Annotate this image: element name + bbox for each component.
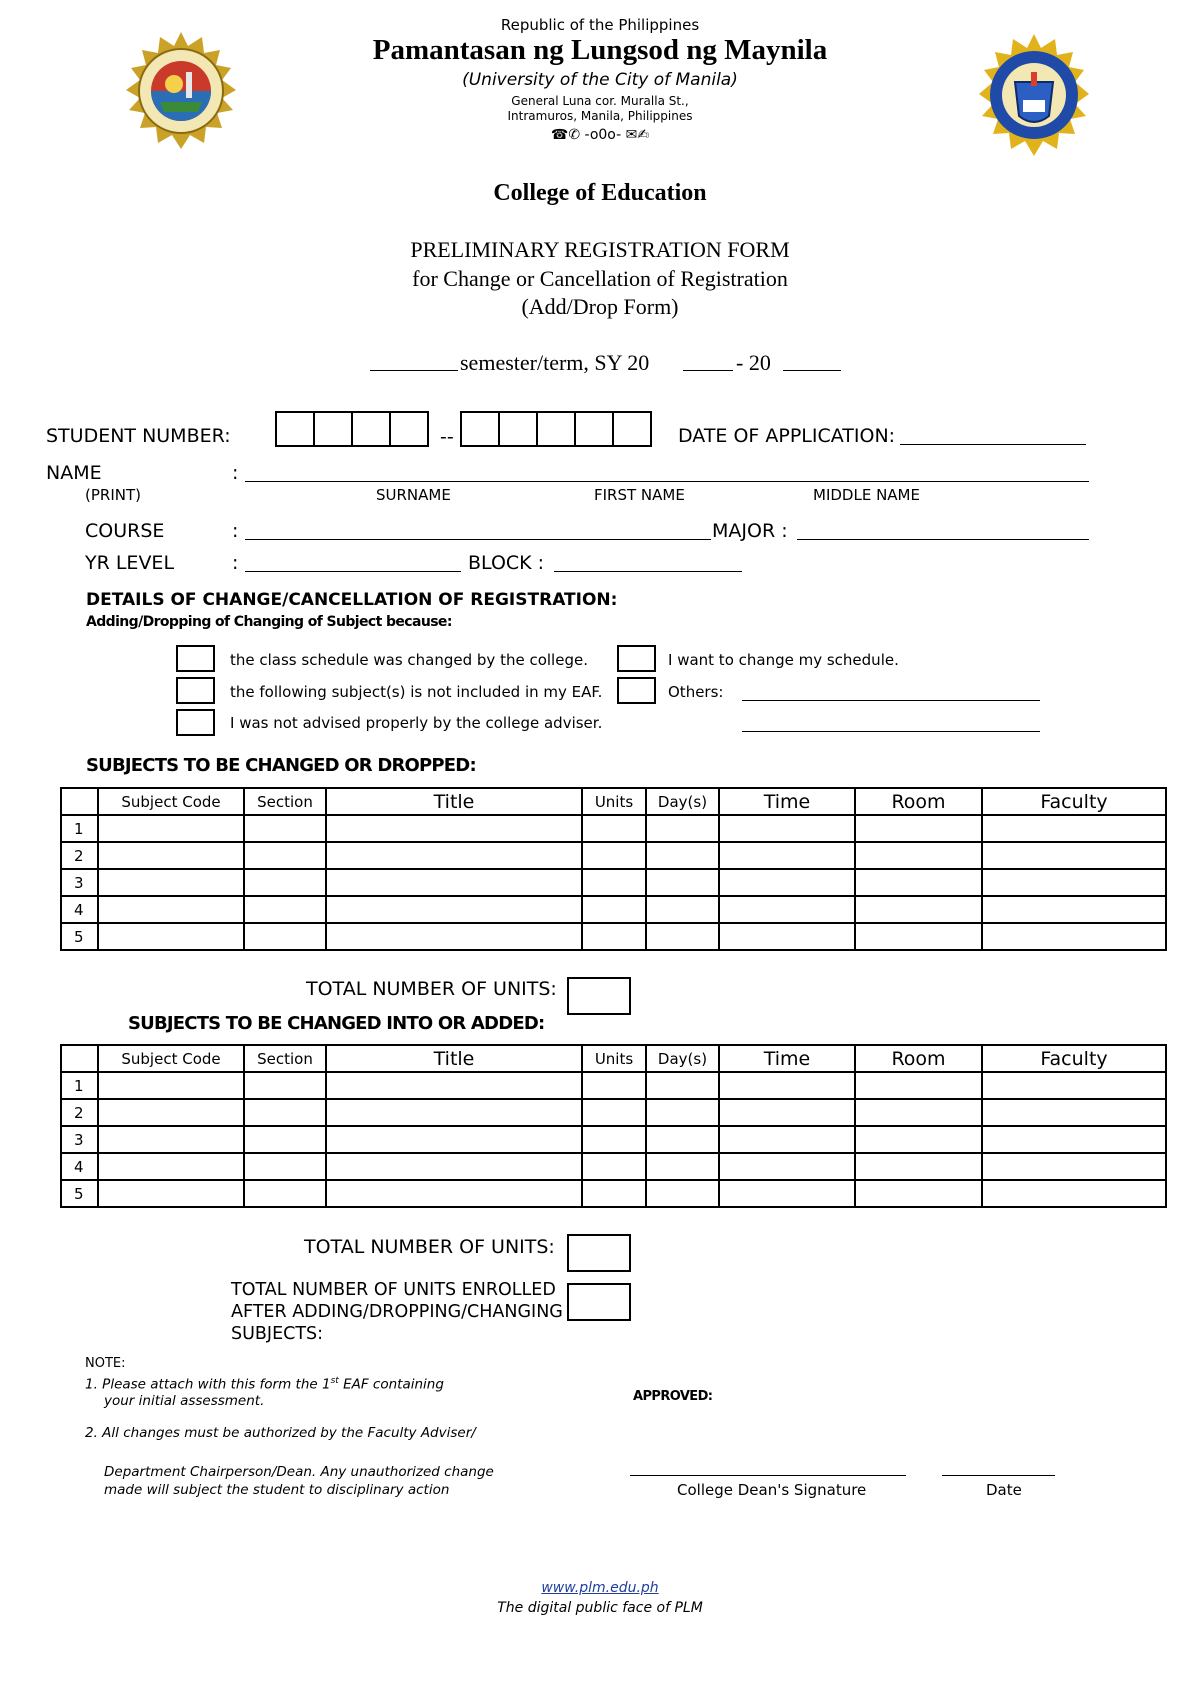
row-number-header [61,1045,98,1072]
table-cell[interactable] [98,1180,244,1207]
table-cell[interactable] [326,815,582,842]
table-cell[interactable] [646,1180,719,1207]
reason-schedule-changed-checkbox[interactable] [176,645,215,672]
table-cell[interactable] [982,923,1166,950]
reason-others-checkbox[interactable] [617,677,656,704]
table-cell[interactable] [98,869,244,896]
table-cell[interactable] [982,1126,1166,1153]
college-name: College of Education [493,180,707,206]
table-cell[interactable] [326,1180,582,1207]
table-row [61,1180,1166,1207]
row-number: 4 [61,1153,98,1180]
table-row [61,869,1166,896]
sy-dash-label: - 20 [736,350,771,375]
table-cell[interactable] [719,896,855,923]
table-cell[interactable] [719,1099,855,1126]
added-subjects-table [60,1044,1167,1208]
table-row [61,1126,1166,1153]
republic-text: Republic of the Philippines [500,16,700,34]
reason-not-advised-checkbox[interactable] [176,709,215,736]
dean-signature-label: College Dean's Signature [677,1481,867,1499]
table-cell[interactable] [582,1072,646,1099]
table-cell[interactable] [582,1099,646,1126]
table-cell[interactable] [98,842,244,869]
name-label: NAME [46,462,102,484]
table-row [61,1072,1166,1099]
table-cell[interactable] [855,923,982,950]
note-1-text-b: EAF containing [338,1376,444,1393]
table-cell[interactable] [326,869,582,896]
course-label: COURSE [85,520,165,542]
table-cell[interactable] [582,1180,646,1207]
table-row [61,815,1166,842]
section-header: Section [244,788,326,815]
table-cell[interactable] [244,869,326,896]
table-cell[interactable] [719,1126,855,1153]
reason-not-in-eaf-label: the following subject(s) is not included in my EAF. [230,683,603,701]
table-cell[interactable] [646,1126,719,1153]
table-cell[interactable] [855,1126,982,1153]
date-of-application-field[interactable] [900,444,1086,445]
reason-schedule-changed-label: the class schedule was changed by the college. [230,651,588,669]
row-number: 5 [61,1180,98,1207]
table-cell[interactable] [582,1153,646,1180]
table-cell[interactable] [719,842,855,869]
table-cell[interactable] [582,869,646,896]
block-field[interactable] [554,571,742,572]
added-total-units-label: TOTAL NUMBER OF UNITS: [304,1236,555,1258]
table-cell[interactable] [326,923,582,950]
name-field[interactable] [245,481,1089,482]
dropped-total-units-field[interactable] [567,977,631,1015]
subject-code-header: Subject Code [98,1045,244,1072]
note-1-line-1 [85,1376,444,1393]
student-number-boxes-part2[interactable] [460,411,652,447]
note-2-line-3: made will subject the student to disciplinary action [104,1482,450,1498]
table-cell[interactable] [244,815,326,842]
table-cell[interactable] [719,1180,855,1207]
table-cell[interactable] [646,1153,719,1180]
date-of-application-label: DATE OF APPLICATION: [678,425,896,447]
enrolled-total-label-3: SUBJECTS: [231,1324,324,1344]
row-number: 3 [61,869,98,896]
name-colon: : [232,462,239,484]
semester-blank[interactable] [370,370,458,371]
surname-caption: SURNAME [376,486,451,504]
row-number: 3 [61,1126,98,1153]
table-cell[interactable] [582,1126,646,1153]
reason-others-label: Others: [668,683,724,701]
note-title: NOTE: [85,1356,126,1371]
table-cell[interactable] [646,815,719,842]
table-cell[interactable] [326,1153,582,1180]
table-cell[interactable] [855,896,982,923]
row-number: 2 [61,1099,98,1126]
table-cell[interactable] [98,1099,244,1126]
time-header: Time [719,1045,855,1072]
major-field[interactable] [797,539,1089,540]
table-cell[interactable] [982,842,1166,869]
added-table-heading: SUBJECTS TO BE CHANGED INTO OR ADDED: [128,1013,545,1034]
table-cell[interactable] [98,1126,244,1153]
dropped-total-units-label: TOTAL NUMBER OF UNITS: [306,978,557,1000]
student-number-boxes-part1[interactable] [275,411,429,447]
table-cell[interactable] [982,1153,1166,1180]
table-cell[interactable] [646,869,719,896]
middle-name-caption: MIDDLE NAME [813,486,920,504]
table-cell[interactable] [646,1072,719,1099]
table-cell[interactable] [646,842,719,869]
table-cell[interactable] [646,896,719,923]
row-number: 5 [61,923,98,950]
reason-change-schedule-checkbox[interactable] [617,645,656,672]
table-cell[interactable] [98,923,244,950]
student-number-label: STUDENT NUMBER: [46,425,231,447]
approval-date-label: Date [986,1481,1022,1499]
website-link[interactable]: www.plm.edu.ph [541,1580,659,1596]
units-header: Units [582,788,646,815]
form-title-line-1: PRELIMINARY REGISTRATION FORM [410,237,790,262]
yr-level-colon: : [232,552,239,574]
others-field-line-2[interactable] [742,731,1040,732]
table-cell[interactable] [719,1153,855,1180]
table-cell[interactable] [855,869,982,896]
table-cell[interactable] [855,1153,982,1180]
details-subheading: Adding/Dropping of Changing of Subject because: [86,614,452,630]
note-2-line-1: 2. All changes must be authorized by the Faculty Adviser/ [85,1425,476,1441]
university-name: Pamantasan ng Lungsod ng Maynila [372,34,828,66]
table-cell[interactable] [326,842,582,869]
table-cell[interactable] [646,1099,719,1126]
row-number: 1 [61,815,98,842]
course-field[interactable] [245,539,711,540]
table-cell[interactable] [244,1180,326,1207]
major-label: MAJOR : [712,520,788,542]
note-1-line-2: your initial assessment. [104,1393,265,1409]
table-cell[interactable] [244,1126,326,1153]
university-english-name: (University of the City of Manila) [462,70,738,90]
table-cell[interactable] [98,815,244,842]
table-cell[interactable] [982,1180,1166,1207]
table-cell[interactable] [719,869,855,896]
table-header-row [61,1045,1166,1072]
note-1-text-a: 1. Please attach with this form the 1 [85,1376,331,1393]
room-header: Room [855,788,982,815]
dropped-table-heading: SUBJECTS TO BE CHANGED OR DROPPED: [86,755,476,776]
table-cell[interactable] [982,1099,1166,1126]
title-header: Title [326,1045,582,1072]
table-cell[interactable] [982,815,1166,842]
table-cell[interactable] [244,1099,326,1126]
table-row [61,923,1166,950]
table-cell[interactable] [855,1180,982,1207]
row-number: 1 [61,1072,98,1099]
table-cell[interactable] [98,1072,244,1099]
dean-signature-line[interactable] [630,1475,906,1476]
first-name-caption: FIRST NAME [594,486,685,504]
print-label: (PRINT) [85,486,141,504]
reason-not-in-eaf-checkbox[interactable] [176,677,215,704]
approved-label: APPROVED: [633,1389,713,1404]
note-2-line-2: Department Chairperson/Dean. Any unauthorized change [104,1464,494,1480]
table-row [61,842,1166,869]
enrolled-total-units-field[interactable] [567,1283,631,1321]
room-header: Room [855,1045,982,1072]
semester-term-label: semester/term, SY 20 [460,350,650,375]
details-heading: DETAILS OF CHANGE/CANCELLATION OF REGISTRATION: [86,590,618,610]
section-header: Section [244,1045,326,1072]
table-cell[interactable] [582,815,646,842]
table-cell[interactable] [982,869,1166,896]
table-cell[interactable] [244,896,326,923]
yr-level-label: YR LEVEL [85,552,175,574]
address-line-1: General Luna cor. Muralla St., [511,94,689,108]
days-header: Day(s) [646,788,719,815]
sy-end-blank[interactable] [783,370,841,371]
block-label: BLOCK : [468,552,545,574]
table-cell[interactable] [98,1153,244,1180]
time-header: Time [719,788,855,815]
table-cell[interactable] [719,923,855,950]
approval-date-line[interactable] [942,1475,1055,1476]
table-cell[interactable] [855,815,982,842]
table-row [61,1099,1166,1126]
table-cell[interactable] [982,896,1166,923]
note-1-superscript: st [330,1376,339,1386]
days-header: Day(s) [646,1045,719,1072]
form-title-line-2: for Change or Cancellation of Registration [412,266,788,291]
table-cell[interactable] [582,923,646,950]
faculty-header: Faculty [982,1045,1166,1072]
table-header-row [61,788,1166,815]
table-cell[interactable] [244,1153,326,1180]
address-line-2: Intramuros, Manila, Philippines [507,109,693,123]
course-colon: : [232,520,239,542]
table-cell[interactable] [326,1072,582,1099]
enrolled-total-label-2: AFTER ADDING/DROPPING/CHANGING [231,1302,563,1322]
table-cell[interactable] [326,896,582,923]
footer-tagline: The digital public face of PLM [497,1600,703,1616]
table-cell[interactable] [244,842,326,869]
table-cell[interactable] [244,1072,326,1099]
table-cell[interactable] [855,1099,982,1126]
row-number: 4 [61,896,98,923]
yr-level-field[interactable] [245,571,461,572]
table-cell[interactable] [582,842,646,869]
sy-start-blank[interactable] [683,370,733,371]
reason-change-schedule-label: I want to change my schedule. [668,651,899,669]
table-row [61,1153,1166,1180]
table-cell[interactable] [646,923,719,950]
row-number-header [61,788,98,815]
table-cell[interactable] [326,1126,582,1153]
row-number: 2 [61,842,98,869]
added-total-units-field[interactable] [567,1234,631,1272]
title-header: Title [326,788,582,815]
contact-glyphs: ☎✆ -o0o- ✉✍ [550,127,650,143]
table-cell[interactable] [326,1099,582,1126]
enrolled-total-label-1: TOTAL NUMBER OF UNITS ENROLLED [231,1280,556,1300]
faculty-header: Faculty [982,788,1166,815]
table-cell[interactable] [982,1072,1166,1099]
table-cell[interactable] [855,842,982,869]
student-number-dash: -- [440,426,454,448]
dropped-subjects-table [60,787,1167,951]
others-field-line-1[interactable] [742,700,1040,701]
table-cell[interactable] [719,815,855,842]
table-cell[interactable] [582,896,646,923]
table-cell[interactable] [244,923,326,950]
form-title-line-3: (Add/Drop Form) [521,294,679,319]
subject-code-header: Subject Code [98,788,244,815]
table-cell[interactable] [855,1072,982,1099]
reason-not-advised-label: I was not advised properly by the college adviser. [230,714,603,732]
units-header: Units [582,1045,646,1072]
table-cell[interactable] [98,896,244,923]
table-row [61,896,1166,923]
table-cell[interactable] [719,1072,855,1099]
